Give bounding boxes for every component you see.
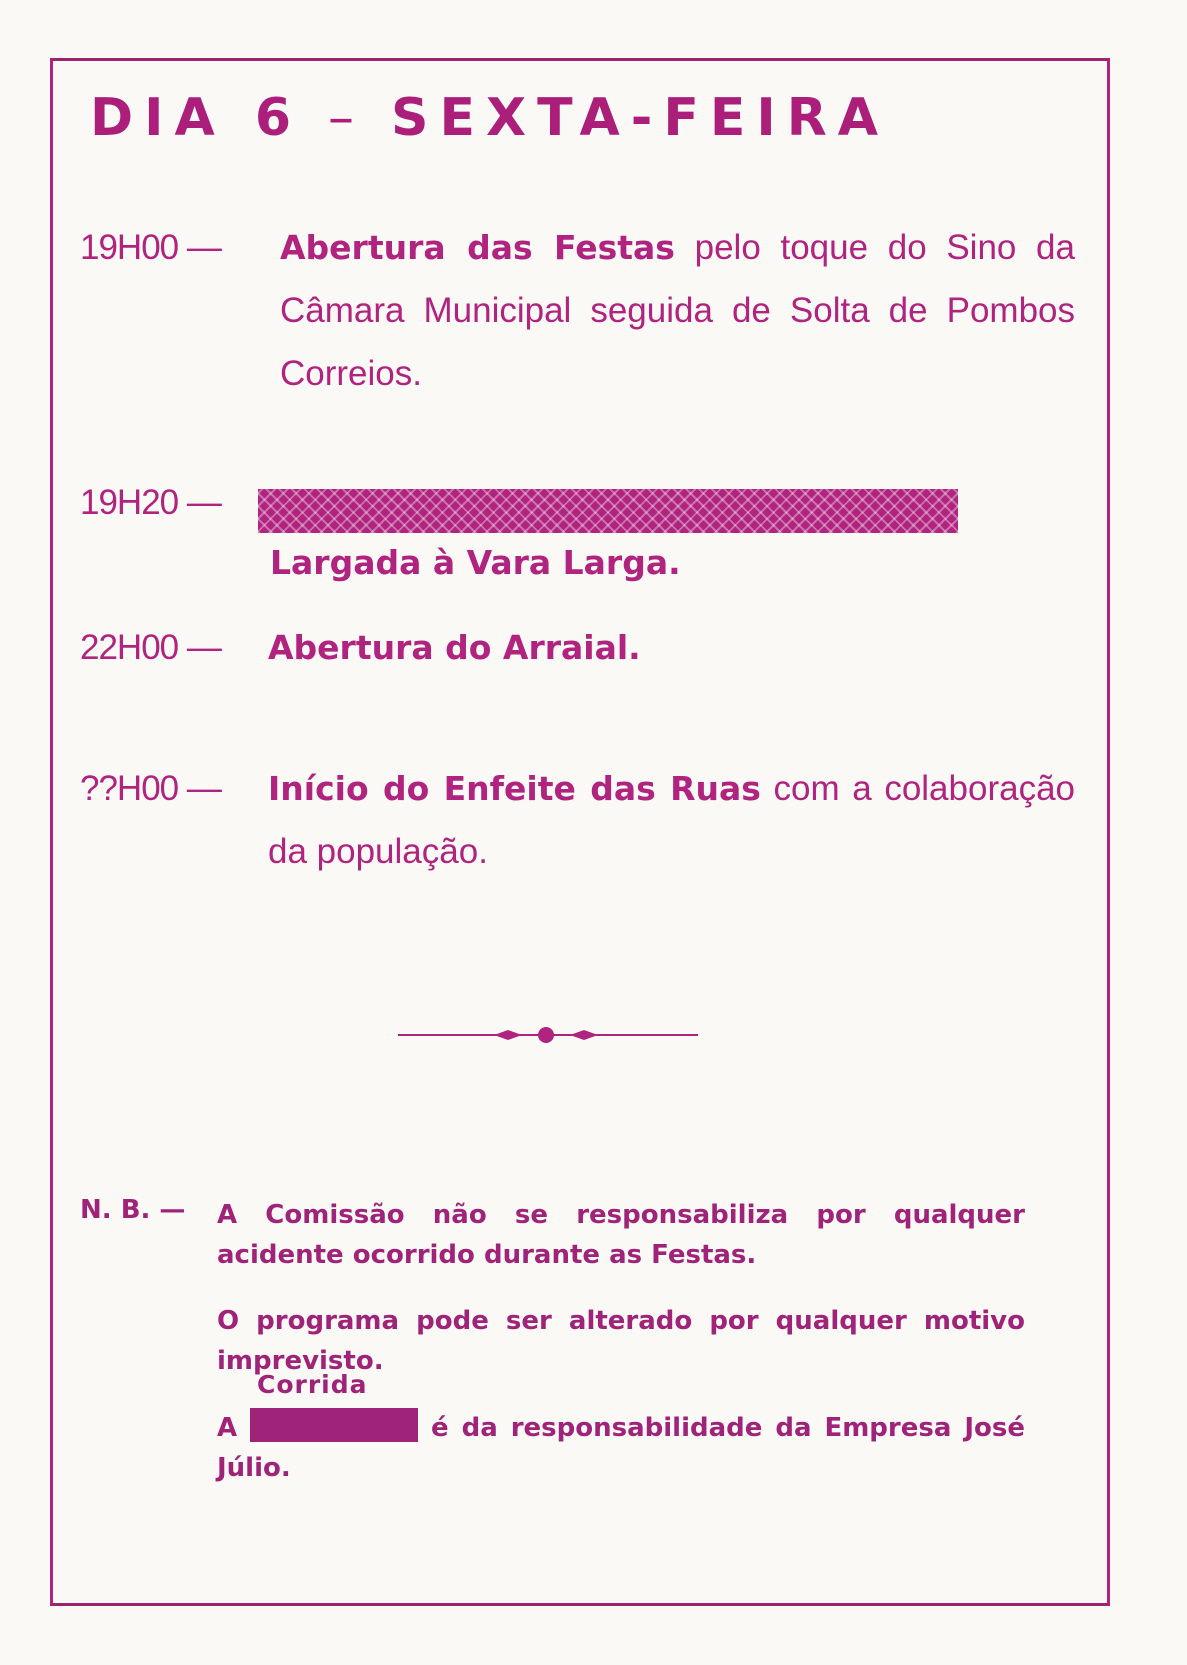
ornamental-divider [398, 1020, 698, 1050]
entry-description [280, 216, 1075, 405]
entry-time: 22H00 — [80, 628, 221, 667]
redacted-word [250, 1408, 418, 1442]
page-title [90, 88, 1080, 148]
entry-time: 19H00 — [80, 228, 221, 267]
entry-time: ??H00 — [80, 769, 221, 808]
entry-description-line2 [270, 531, 1065, 594]
entry-title: Início do Enfeite das Ruas [268, 769, 761, 808]
note-program-change: O programa pode ser alterado por qualquer motivo imprevisto. [217, 1306, 1025, 1376]
handwritten-correction: Corrida [257, 1370, 368, 1399]
entry-description [268, 757, 1075, 883]
redacted-text-block [258, 489, 958, 533]
title-dash: – [328, 88, 366, 148]
day-label: DIA 6 [90, 88, 303, 148]
entry-description [268, 616, 1063, 679]
note-responsibility [217, 1408, 1025, 1488]
note-suffix: é da responsabilidade da Empresa José Júlio. [217, 1413, 1025, 1483]
entry-text: pelo toque do Sino da Câmara Municipal seguida de Solta de Pombos Correios. [280, 228, 1075, 393]
entry-title: Largada à Vara Larga. [270, 543, 681, 582]
notes-label: N. B. — [80, 1195, 186, 1225]
entry-title: Abertura das Festas [280, 228, 675, 267]
note-prefix: A [217, 1413, 238, 1443]
weekday-label: SEXTA-FEIRA [391, 88, 890, 148]
entry-time: 19H20 — [80, 483, 221, 522]
entry-text: com a colaboração da população. [268, 769, 1076, 871]
entry-title: Abertura do Arraial. [268, 628, 641, 667]
note-disclaimer: A Comissão não se responsabiliza por qualquer acidente ocorrido durante as Festas. [217, 1200, 1025, 1270]
